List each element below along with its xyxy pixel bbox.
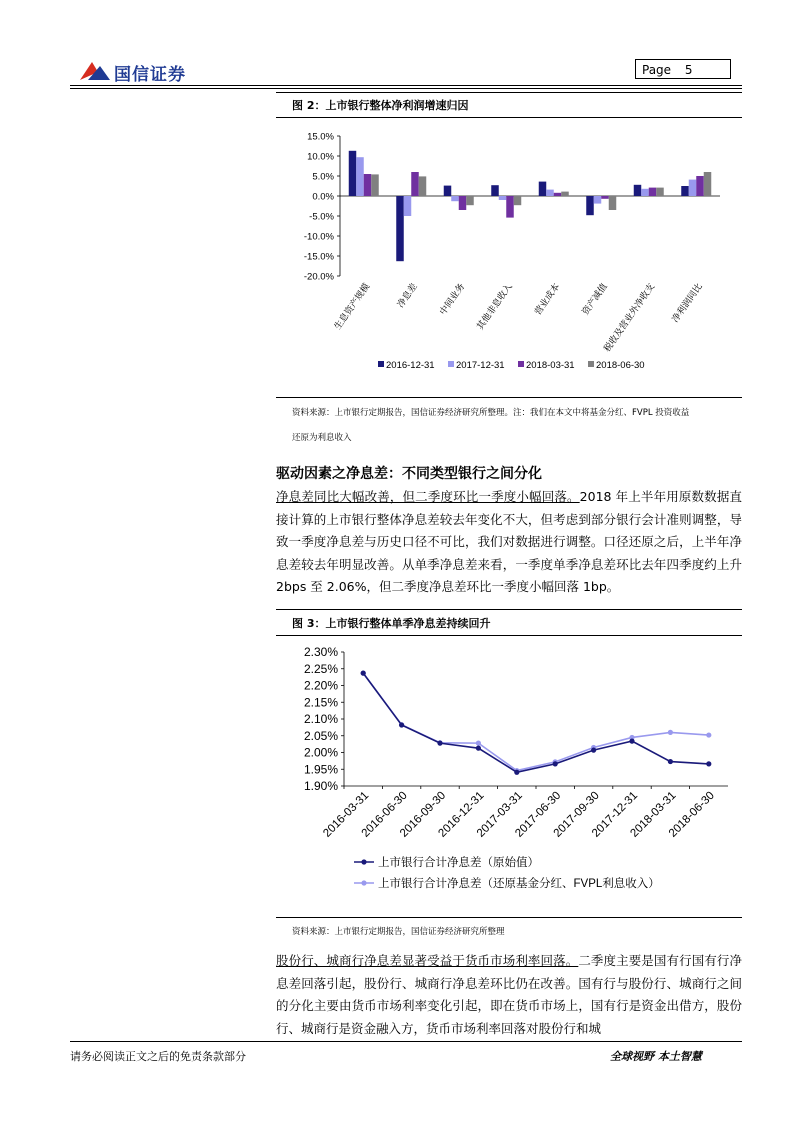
brand-logo <box>78 56 208 86</box>
x-tick-label: 2017-12-31 <box>590 789 641 840</box>
data-point <box>514 770 519 775</box>
bar <box>451 196 459 201</box>
y-tick-label: 2.25% <box>303 661 338 676</box>
y-tick-label: -10.0% <box>303 231 334 243</box>
y-tick-label: 2.30% <box>303 645 338 659</box>
bar <box>641 189 649 196</box>
paragraph-nim-lead: 净息差同比大幅改善，但二季度环比一季度小幅回落。 <box>276 489 580 504</box>
paragraph-nim-body: 2018 年上半年用原数数据直接计算的上市银行整体净息差较去年变化不大，但考虑到部分银行会计准则调整，导致一季度净息差与历史口径不可比，我们对数据进行调整。口径还原之后，上半年净息差较去年明显改善。从单季净息差来看，一季度单季净息差环比去年四季度约上升 2bps 至 2.06%，但二季度净息差环比一季度小幅回落 1bp。 <box>276 489 742 594</box>
legend-label: 上市银行合计净息差（原始值） <box>378 857 539 869</box>
y-tick-label: 2.20% <box>303 678 338 693</box>
fig3-title-rule <box>276 635 742 636</box>
fig2-source-line1: 资料来源：上市银行定期报告，国信证券经济研究所整理。注：我们在本文中将基金分红、FVPL 投资收益 <box>292 408 690 418</box>
paragraph-nim <box>276 486 742 599</box>
bar <box>411 172 419 196</box>
bar <box>649 188 657 196</box>
bar <box>696 176 704 196</box>
y-tick-label: 2.15% <box>303 695 338 710</box>
data-point <box>361 671 366 676</box>
bar <box>444 186 452 196</box>
legend-label: 2018-03-31 <box>526 360 575 371</box>
legend-marker <box>361 880 366 885</box>
legend-swatch <box>448 361 454 367</box>
fig3-source: 资料来源：上市银行定期报告，国信证券经济研究所整理 <box>292 927 505 937</box>
bar <box>459 196 467 210</box>
legend-swatch <box>518 361 524 367</box>
bar <box>586 196 594 215</box>
legend-label: 2016-12-31 <box>386 360 435 371</box>
x-tick-label: 资产减值 <box>580 281 609 317</box>
data-point <box>476 741 481 746</box>
data-point <box>706 761 711 766</box>
x-tick-label: 营业成本 <box>532 281 562 317</box>
page-indicator <box>635 59 731 79</box>
page-label: Page <box>642 63 672 77</box>
y-tick-label: 10.0% <box>307 151 334 163</box>
y-tick-label: 2.05% <box>303 728 338 743</box>
y-tick-label: 2.00% <box>303 745 338 760</box>
bar <box>514 196 522 205</box>
data-point <box>399 722 404 727</box>
bar <box>656 188 664 196</box>
data-point <box>437 741 442 746</box>
fig3-top-rule <box>276 609 742 610</box>
bar <box>396 196 404 261</box>
paragraph-banks-body: 二季度主要是国有行国有行净息差回落引起，股份行、城商行净息差环比仍在改善。国有行与股份行、城商行之间的分化主要由货币市场利率变化引起，即在货币市场上，国有行是资金出借方，股份行、城商行是资金融入方，货币市场利率回落对股份行和城 <box>276 953 742 1036</box>
x-tick-label: 净利润同比 <box>669 281 704 325</box>
fig3-title: 图 3：上市银行整体单季净息差持续回升 <box>292 617 491 630</box>
legend-label: 2018-06-30 <box>596 360 645 371</box>
legend-label: 上市银行合计净息差（还原基金分红、FVPL利息收入） <box>378 878 660 890</box>
header-rule-2 <box>70 88 742 89</box>
bar <box>466 196 474 205</box>
data-point <box>591 748 596 753</box>
brand-name: 国信证券 <box>114 65 186 85</box>
x-tick-label: 2018-06-30 <box>666 789 717 840</box>
line-chart <box>276 640 742 910</box>
y-tick-label: 2.10% <box>303 712 338 726</box>
x-tick-label: 2017-09-30 <box>551 789 602 840</box>
data-point <box>706 732 711 737</box>
y-tick-label: -15.0% <box>303 251 334 263</box>
fig2-source-line2: 还原为利息收入 <box>292 433 352 443</box>
bar <box>491 185 499 196</box>
bar <box>704 172 712 196</box>
fig2-title-rule <box>276 117 742 118</box>
y-tick-label: 5.0% <box>312 171 334 183</box>
bar <box>419 176 427 196</box>
x-tick-label: 2018-03-31 <box>628 789 679 840</box>
fig3-bottom-rule <box>276 917 742 918</box>
fig2-top-rule <box>276 92 742 93</box>
bar <box>561 192 569 196</box>
data-point <box>668 759 673 764</box>
page-number: 5 <box>684 63 693 77</box>
bar <box>371 174 379 196</box>
y-tick-label: 1.95% <box>303 762 338 777</box>
x-tick-label: 其他非息收入 <box>474 281 514 332</box>
bar <box>634 185 642 196</box>
legend-label: 2017-12-31 <box>456 360 505 371</box>
data-point <box>553 761 558 766</box>
data-point <box>668 730 673 735</box>
x-tick-label: 2016-06-30 <box>359 789 410 840</box>
bar <box>681 186 689 196</box>
y-tick-label: 1.90% <box>303 779 338 793</box>
legend-swatch <box>588 361 594 367</box>
x-tick-label: 中间业务 <box>437 281 467 317</box>
x-tick-label: 2017-06-30 <box>513 789 564 840</box>
legend-swatch <box>378 361 384 367</box>
legend-marker <box>361 859 366 864</box>
y-tick-label: -20.0% <box>303 271 334 283</box>
bar <box>349 151 357 196</box>
footer-disclaimer: 请务必阅读正文之后的免责条款部分 <box>70 1050 246 1063</box>
bar <box>364 174 372 196</box>
x-tick-label: 2016-12-31 <box>436 789 487 840</box>
bar <box>609 196 617 210</box>
y-tick-label: 0.0% <box>312 191 334 203</box>
bar <box>506 196 514 218</box>
logo-icon <box>78 58 112 84</box>
fig2-title: 图 2：上市银行整体净利润增速归因 <box>292 99 469 112</box>
footer-slogan: 全球视野 本土智慧 <box>610 1050 702 1063</box>
x-tick-label: 生息资产规模 <box>332 281 372 332</box>
footer-rule <box>70 1041 742 1042</box>
bar <box>554 193 562 196</box>
data-point <box>476 746 481 751</box>
bar-chart <box>276 120 742 390</box>
header-rule <box>70 85 742 86</box>
series-line <box>363 673 709 770</box>
x-tick-label: 2017-03-31 <box>474 789 525 840</box>
bar <box>546 190 554 196</box>
x-tick-label: 净息差 <box>395 281 419 310</box>
series-line <box>363 673 709 772</box>
bar <box>601 196 609 199</box>
fig2-bottom-rule <box>276 397 742 398</box>
data-point <box>629 739 634 744</box>
y-tick-label: 15.0% <box>307 131 334 143</box>
paragraph-banks-lead: 股份行、城商行净息差显著受益于货币市场利率回落。 <box>276 953 579 968</box>
section-heading: 驱动因素之净息差：不同类型银行之间分化 <box>276 466 542 482</box>
x-tick-label: 2016-09-30 <box>398 789 449 840</box>
y-tick-label: -5.0% <box>309 211 334 223</box>
bar <box>594 196 602 204</box>
bar <box>499 196 507 200</box>
bar <box>539 182 547 196</box>
x-tick-label: 2016-03-31 <box>321 789 372 840</box>
paragraph-banks <box>276 950 742 1036</box>
bar <box>689 180 697 196</box>
bar <box>356 157 364 196</box>
x-tick-label: 税收及营业外净收支 <box>601 281 657 354</box>
bar <box>404 196 412 216</box>
